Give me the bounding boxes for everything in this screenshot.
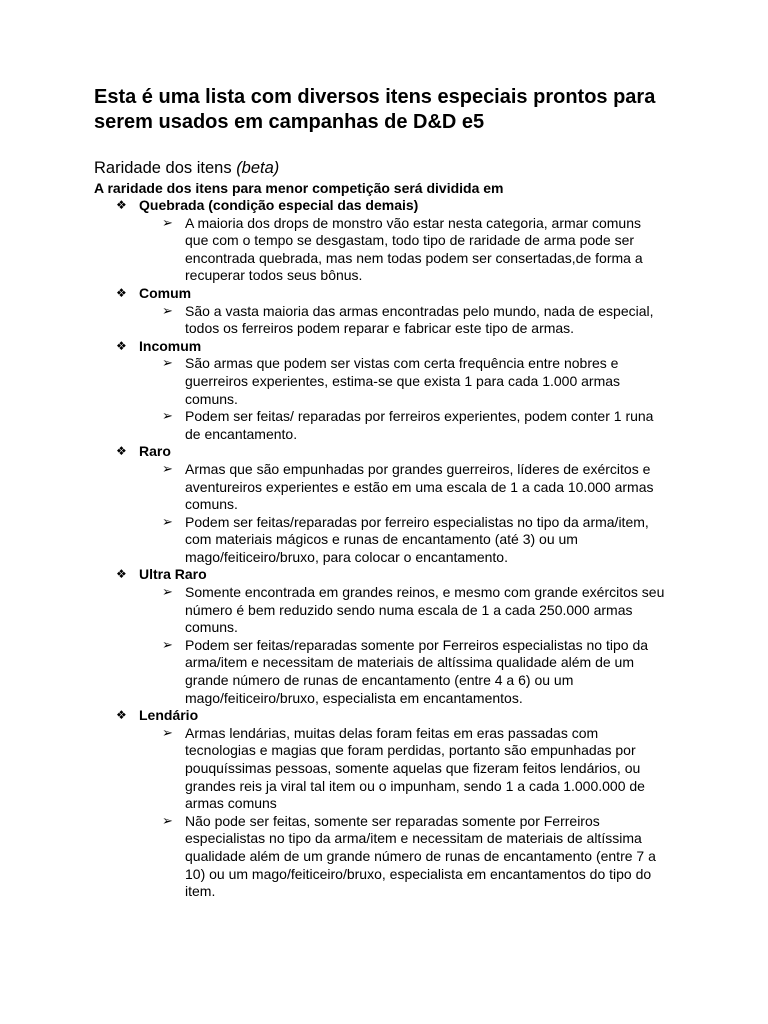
rarity-point [0,725,768,813]
rarity-level-header [0,443,768,461]
rarity-point-text [185,813,768,901]
rarity-point-line: Armas que são empunhadas por grandes guerreiros, líderes de exércitos e [185,460,651,477]
rarity-point-line: comuns. [185,496,238,513]
rarity-level [0,566,768,707]
rarity-point-line: comuns. [185,619,238,636]
document-title-line: serem usados em campanhas de D&D e5 [94,111,485,133]
arrow-bullet-icon: ➢ [162,813,173,829]
rarity-point-line: guerreiros experientes, estima-se que exista 1 para cada 1.000 armas [185,372,621,389]
rarity-level [0,443,768,566]
rarity-point-line: mago/feiticeiro/bruxo, para colocar o encantamento. [185,548,508,565]
rarity-level-points [0,461,768,567]
rarity-point-line: grande número de runas de encantamento (entre 4 a 6) ou um [185,672,574,689]
rarity-point-line: de encantamento. [185,425,298,442]
rarity-point-text [185,355,768,408]
arrow-bullet-icon: ➢ [162,585,173,601]
rarity-point-text [185,637,768,707]
rarity-point-line: grandes reis ja viral tal item ou o impunham, sendo 1 a cada 1.000.000 de [185,777,645,794]
rarity-point [0,637,768,707]
section-heading-note: (beta) [236,159,280,177]
rarity-level [0,285,768,338]
rarity-point-line: São armas que podem ser vistas com certa frequência entre nobres e [185,355,619,372]
rarity-point-line: São a vasta maioria das armas encontradas pelo mundo, nada de especial, [185,302,654,319]
rarity-level-points [0,725,768,901]
rarity-point-line: todos os ferreiros podem reparar e fabricar este tipo de armas. [185,320,575,337]
rarity-point-line: 10) ou um mago/feiticeiro/bruxo, especialista em encantamentos do tipo do [185,865,652,882]
rarity-level-header [0,566,768,584]
rarity-point-line: que com o tempo se desgastam, todo tipo de raridade de arma pode ser [185,232,635,249]
rarity-point-line: Somente encontrada em grandes reinos, e mesmo com grande exércitos seu [185,584,665,601]
rarity-point-line: tecnologias e magias que foram perdidas, portanto são empunhadas por [185,742,636,759]
arrow-bullet-icon: ➢ [162,409,173,425]
rarity-point-text [185,408,768,443]
rarity-point-line: Podem ser feitas/reparadas somente por Ferreiros especialistas no tipo da [185,636,649,653]
rarity-point-line: recuperar todos seus bônus. [185,267,363,284]
arrow-bullet-icon: ➢ [162,215,173,231]
rarity-level-points [0,215,768,285]
arrow-bullet-icon: ➢ [162,461,173,477]
rarity-point-line: Armas lendárias, muitas delas foram feitas em eras passadas com [185,724,599,741]
rarity-point [0,461,768,514]
rarity-point-line: mago/feiticeiro/bruxo, especialista em encantamentos. [185,689,523,706]
rarity-point-line: comuns. [185,390,238,407]
rarity-level-name: Incomum [139,337,202,354]
arrow-bullet-icon: ➢ [162,637,173,653]
rarity-level-header [0,197,768,215]
rarity-point-line: número é bem reduzido sendo numa escala de 1 a cada 250.000 armas [185,601,633,618]
document-title [94,85,714,135]
rarity-level-points [0,355,768,443]
diamond-bullet-icon: ❖ [116,708,127,723]
diamond-bullet-icon: ❖ [116,338,127,353]
rarity-point-text [185,514,768,567]
rarity-level-name: Raro [139,443,171,460]
rarity-point-text [185,461,768,514]
diamond-bullet-icon: ❖ [116,198,127,212]
rarity-level [0,338,768,444]
rarity-point-line: aventureiros experientes e estão em uma escala de 1 a cada 10.000 armas [185,478,654,495]
rarity-point-line: arma/item e necessitam de materiais de altíssima qualidade além de um [185,654,634,671]
rarity-point [0,813,768,901]
rarity-level-name: Ultra Raro [139,566,207,583]
rarity-level [0,197,768,285]
rarity-level-name: Lendário [139,707,199,724]
rarity-point-line: item. [185,883,216,900]
rarity-point-line: encontrada quebrada, mas nem todas podem ser consertadas,de forma a [185,249,643,266]
rarity-point-line: Podem ser feitas/ reparadas por ferreiros experientes, podem conter 1 runa [185,408,654,425]
rarity-point-line: Podem ser feitas/reparadas por ferreiro especialistas no tipo da arma/item, [185,513,649,530]
rarity-point-text [185,584,768,637]
rarity-level-name: Comum [139,284,192,301]
rarity-point-line: com materiais mágicos e runas de encantamento (até 3) ou um [185,531,578,548]
arrow-bullet-icon: ➢ [162,303,173,319]
rarity-point [0,215,768,285]
rarity-point-line: especialistas no tipo da arma/item e necessitam de materiais de altíssima [185,830,642,847]
section-intro: A raridade dos itens para menor competição será dividida em [94,180,504,196]
rarity-point [0,514,768,567]
rarity-point-line: armas comuns [185,795,277,812]
rarity-point-line: Não pode ser feitas, somente ser reparadas somente por Ferreiros [185,812,600,829]
rarity-level [0,707,768,901]
rarity-point-line: A maioria dos drops de monstro vão estar nesta categoria, armar comuns [185,214,641,231]
document-title-line: Esta é uma lista com diversos itens especiais prontos para [94,86,656,108]
section-heading-text: Raridade dos itens [94,159,232,177]
rarity-level-points [0,303,768,338]
rarity-level-header [0,338,768,356]
diamond-bullet-icon: ❖ [116,444,127,459]
rarity-point-text [185,215,768,285]
rarity-level-points [0,584,768,707]
rarity-point-line: qualidade além de um grande número de runas de encantamento (entre 7 a [185,847,656,864]
rarity-point-text [185,303,768,338]
arrow-bullet-icon: ➢ [162,725,173,741]
rarity-point [0,408,768,443]
arrow-bullet-icon: ➢ [162,514,173,530]
rarity-point-text [185,725,768,813]
rarity-level-name: Quebrada (condição especial das demais) [139,197,419,213]
arrow-bullet-icon: ➢ [162,356,173,372]
section-heading [94,157,279,179]
rarity-level-header [0,707,768,725]
rarity-point [0,355,768,408]
rarity-point [0,303,768,338]
rarity-point [0,584,768,637]
rarity-point-line: pouquíssimas pessoas, somente aquelas que fizeram feitos lendários, ou [185,760,641,776]
diamond-bullet-icon: ❖ [116,567,127,582]
diamond-bullet-icon: ❖ [116,285,127,300]
rarity-level-header [0,285,768,303]
rarity-list [0,197,768,901]
